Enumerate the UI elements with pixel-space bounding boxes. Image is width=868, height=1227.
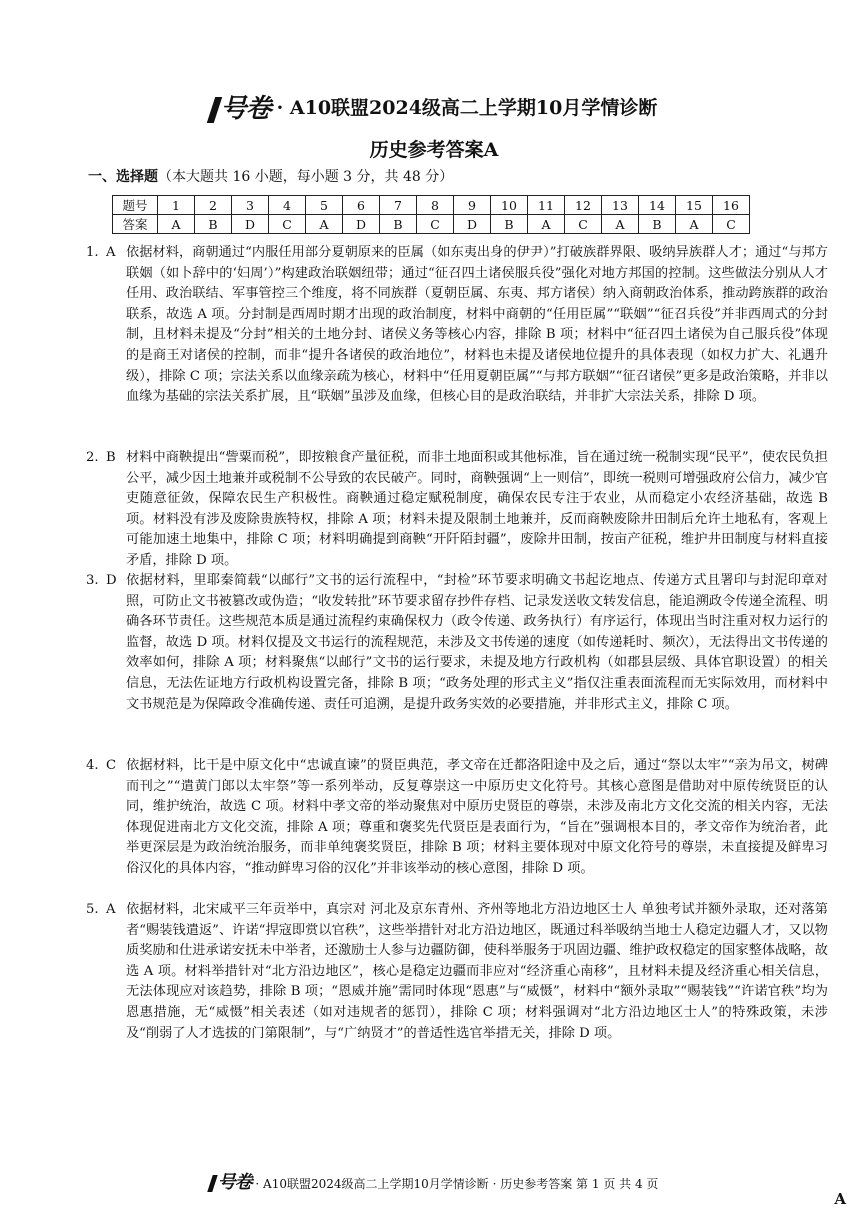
answer-cell: B (195, 215, 232, 234)
answer-explanation-item (86, 243, 828, 408)
question-number-cell: 13 (602, 196, 639, 215)
answer-cell: B (380, 215, 417, 234)
answer-explanation-item (86, 571, 828, 715)
question-number-cell: 3 (232, 196, 269, 215)
answer-explanation-item (86, 756, 828, 880)
question-number-cell: 6 (343, 196, 380, 215)
answer-key: A (106, 245, 116, 260)
document-header (0, 88, 868, 162)
section-label: 一、选择题 (88, 169, 158, 185)
answer-cell: C (565, 215, 602, 234)
question-number-cell: 4 (269, 196, 306, 215)
question-number-cell: 11 (528, 196, 565, 215)
answer-table-number-row (113, 196, 750, 215)
document-subtitle: 历史参考答案A (369, 139, 499, 161)
explanation-text: 材料中商鞅提出“訾粟而税”，即按粮食产量征税，而非土地面积或其他标准，旨在通过统一税制实现“民平”，使农民负担公平，减少因土地兼并或税制不公导致的农民破产。同时，商鞅强调“上一则信”，即统一税则可增强政府公信力，减少官吏随意征敛，保障农民生产积极性。商鞅通过稳定赋税制度，确保农民专注于农业，从而稳定小农经济基础，故选 B 项。材料没有涉及废除贵族特权，排除 A 项；材料未提及限制土地兼并，反而商鞅废除井田制后允许土地私有，客观上可能加速土地集中，排除 C 项；材料明确提到商鞅“开阡陌封疆”，废除井田制，按亩产征税，维护井田制度与材料直接矛盾，排除 D 项。 (126, 450, 828, 568)
brand-logo (211, 88, 271, 125)
answer-table (112, 195, 750, 234)
question-number: 5. (86, 902, 99, 917)
answer-cell: A (306, 215, 343, 234)
answer-explanation-item (86, 448, 828, 572)
page-footer (0, 1168, 868, 1194)
answer-cell: B (639, 215, 676, 234)
answer-table-answer-row (113, 215, 750, 234)
answer-cell: C (713, 215, 750, 234)
answer-cell: C (417, 215, 454, 234)
title-row (0, 88, 868, 125)
answer-key: D (106, 573, 117, 588)
question-number: 3. (86, 573, 99, 588)
footer-brand-mark-icon (207, 1175, 218, 1192)
footer-text: · A10联盟2024级高二上学期10月学情诊断 · 历史参考答案 第 1 页 共 4 页 (255, 1177, 659, 1191)
explanation-text: 依据材料，比干是中原文化中“忠诚直谏”的贤臣典范，孝文帝在迁都洛阳途中及之后，通过“祭以太牢”“亲为吊文，树碑而刊之”“遣黄门郎以太牢祭”等一系列举动，反复尊崇这一中原历史文化符号。其核心意图是借助对中原传统贤臣的认同，维护统治，故选 C 项。材料中孝文帝的举动聚焦对中原历史贤臣的尊崇，未涉及南北方文化交流的相关内容，无法体现促进南北方文化交流，排除 A 项；尊重和褒奖先代贤臣是表面行为，“旨在”强调根本目的，孝文帝作为统治者，此举更深层是为政治统治服务，而非单纯褒奖贤臣，排除 B 项；材料主要体现对中原文化符号的尊崇，未直接提及鲜卑习俗汉化的具体内容，“推动鲜卑习俗的汉化”并非该举动的核心意图，排除 D 项。 (126, 758, 828, 876)
answer-cell: D (232, 215, 269, 234)
question-number-cell: 12 (565, 196, 602, 215)
footer-logo (210, 1172, 252, 1193)
answer-cell: D (454, 215, 491, 234)
question-number: 1. (86, 245, 99, 260)
question-number-cell: 16 (713, 196, 750, 215)
document-title: · A10联盟2024级高二上学期10月学情诊断 (276, 97, 658, 119)
question-number-cell: 1 (158, 196, 195, 215)
answer-explanation-item (86, 900, 828, 1044)
answer-cell: A (602, 215, 639, 234)
answer-row-label: 答案 (113, 215, 158, 234)
question-number-cell: 8 (417, 196, 454, 215)
answer-key: B (106, 450, 116, 465)
answer-cell: A (528, 215, 565, 234)
section-note: （本大题共 16 小题，每小题 3 分，共 48 分） (158, 169, 454, 185)
answer-key: C (106, 758, 117, 773)
answer-cell: D (343, 215, 380, 234)
section-heading (88, 166, 453, 186)
question-number-cell: 14 (639, 196, 676, 215)
answer-cell: B (491, 215, 528, 234)
version-mark: A (834, 1190, 846, 1208)
question-number-cell: 2 (195, 196, 232, 215)
explanation-text: 依据材料，里耶秦简载“以邮行”文书的运行流程中，“封检”环节要求明确文书起讫地点、传递方式且署印与封泥印章对照，可防止文书被篡改或伪造；“收发转批”环节要求留存抄件存档、记录发送收文转发信息，能追溯政令传递全流程、明确各环节责任。这些规范本质是通过流程约束确保权力（政令传递、政务执行）有序运行，体现出当时注重对权力运行的监督，故选 D 项。材料仅提及文书运行的流程规范，未涉及文书传递的速度（如传递耗时、频次），无法得出文书传递的效率如何，排除 A 项；材料聚焦“以邮行”文书的运行要求，未提及地方行政机构（如郡县层级、具体官职设置）的相关信息，无法佐证地方行政机构设置完备，排除 B 项；“政务处理的形式主义”指仅注重表面流程而无实际效用，而材料中文书规范是为保障政令准确传递、责任可追溯，是提升政务实效的必要措施，并非形式主义，排除 C 项。 (126, 573, 828, 712)
explanation-text: 依据材料，北宋咸平三年贡举中，真宗对 河北及京东青州、齐州等地北方沿边地区士人 单独考试并额外录取，还对落第者“赐装钱遣返”、许诺“捍寇即赏以官秩”，这些举措针对北方沿边地区，既通过科举吸纳当地士人稳定边疆人才，又以物质奖励和仕进承诺安抚未中举者，还激励士人参与边疆防御，使科举服务于巩固边疆、维护政权稳定的国家整体战略，故选 A 项。材料举措针对“北方沿边地区”，核心是稳定边疆而非应对“经济重心南移”，且材料未提及经济重心相关信息，无法体现应对该趋势，排除 B 项；“恩威并施”需同时体现“恩惠”与“威慑”，材料中“额外录取”“赐装钱”“许诺官秩”均为恩惠措施，无“威慑”相关表述（如对违规者的惩罚），排除 C 项；材料强调对“北方沿边地区士人”的特殊政策，未涉及“削弱了人才选拔的门第限制”，与“广纳贤才”的普适性选官举措无关，排除 D 项。 (126, 902, 828, 1041)
brand-logo-text: 号卷 (220, 94, 271, 124)
question-number-cell: 5 (306, 196, 343, 215)
footer-logo-text: 号卷 (217, 1172, 252, 1193)
question-number: 4. (86, 758, 99, 773)
question-number: 2. (86, 450, 99, 465)
answer-cell: A (676, 215, 713, 234)
question-number-cell: 7 (380, 196, 417, 215)
answer-cell: C (269, 215, 306, 234)
number-row-label: 题号 (113, 196, 158, 215)
explanation-text: 依据材料，商朝通过“内服任用部分夏朝原来的臣属（如东夷出身的伊尹）”打破族群界限、吸纳异族群人才；通过“与邦方联姻（如卜辞中的‘妇周’）”构建政治联姻纽带；通过“征召四土诸侯服兵役”强化对地方邦国的控制。这些做法分别从人才任用、政治联结、军事管控三个维度，将不同族群（夏朝臣属、东夷、邦方诸侯）纳入商朝政治体系，推动跨族群的政治联系，故选 A 项。分封制是西周时期才出现的政治制度，材料中商朝的“任用臣属”“联姻”“征召兵役”并非西周式的分封制，且材料未提及“分封”相关的土地分封、诸侯义务等核心内容，排除 B 项；材料中“征召四土诸侯为自己服兵役”体现的是商王对诸侯的控制，而非“提升各诸侯的政治地位”，材料也未提及诸侯地位提升的具体表现（如权力扩大、礼遇升级），排除 C 项；宗法关系以血缘亲疏为核心，材料中“任用夏朝臣属”“与邦方联姻”“征召诸侯”更多是政治策略，并非以血缘为基础的宗法关系扩展，且“联姻”虽涉及血缘，但核心目的是政治联结，并非扩大宗法关系，排除 D 项。 (126, 245, 828, 405)
question-number-cell: 9 (454, 196, 491, 215)
answer-cell: A (158, 215, 195, 234)
question-number-cell: 10 (491, 196, 528, 215)
question-number-cell: 15 (676, 196, 713, 215)
answer-key: A (106, 902, 116, 917)
brand-mark-icon (206, 97, 221, 123)
